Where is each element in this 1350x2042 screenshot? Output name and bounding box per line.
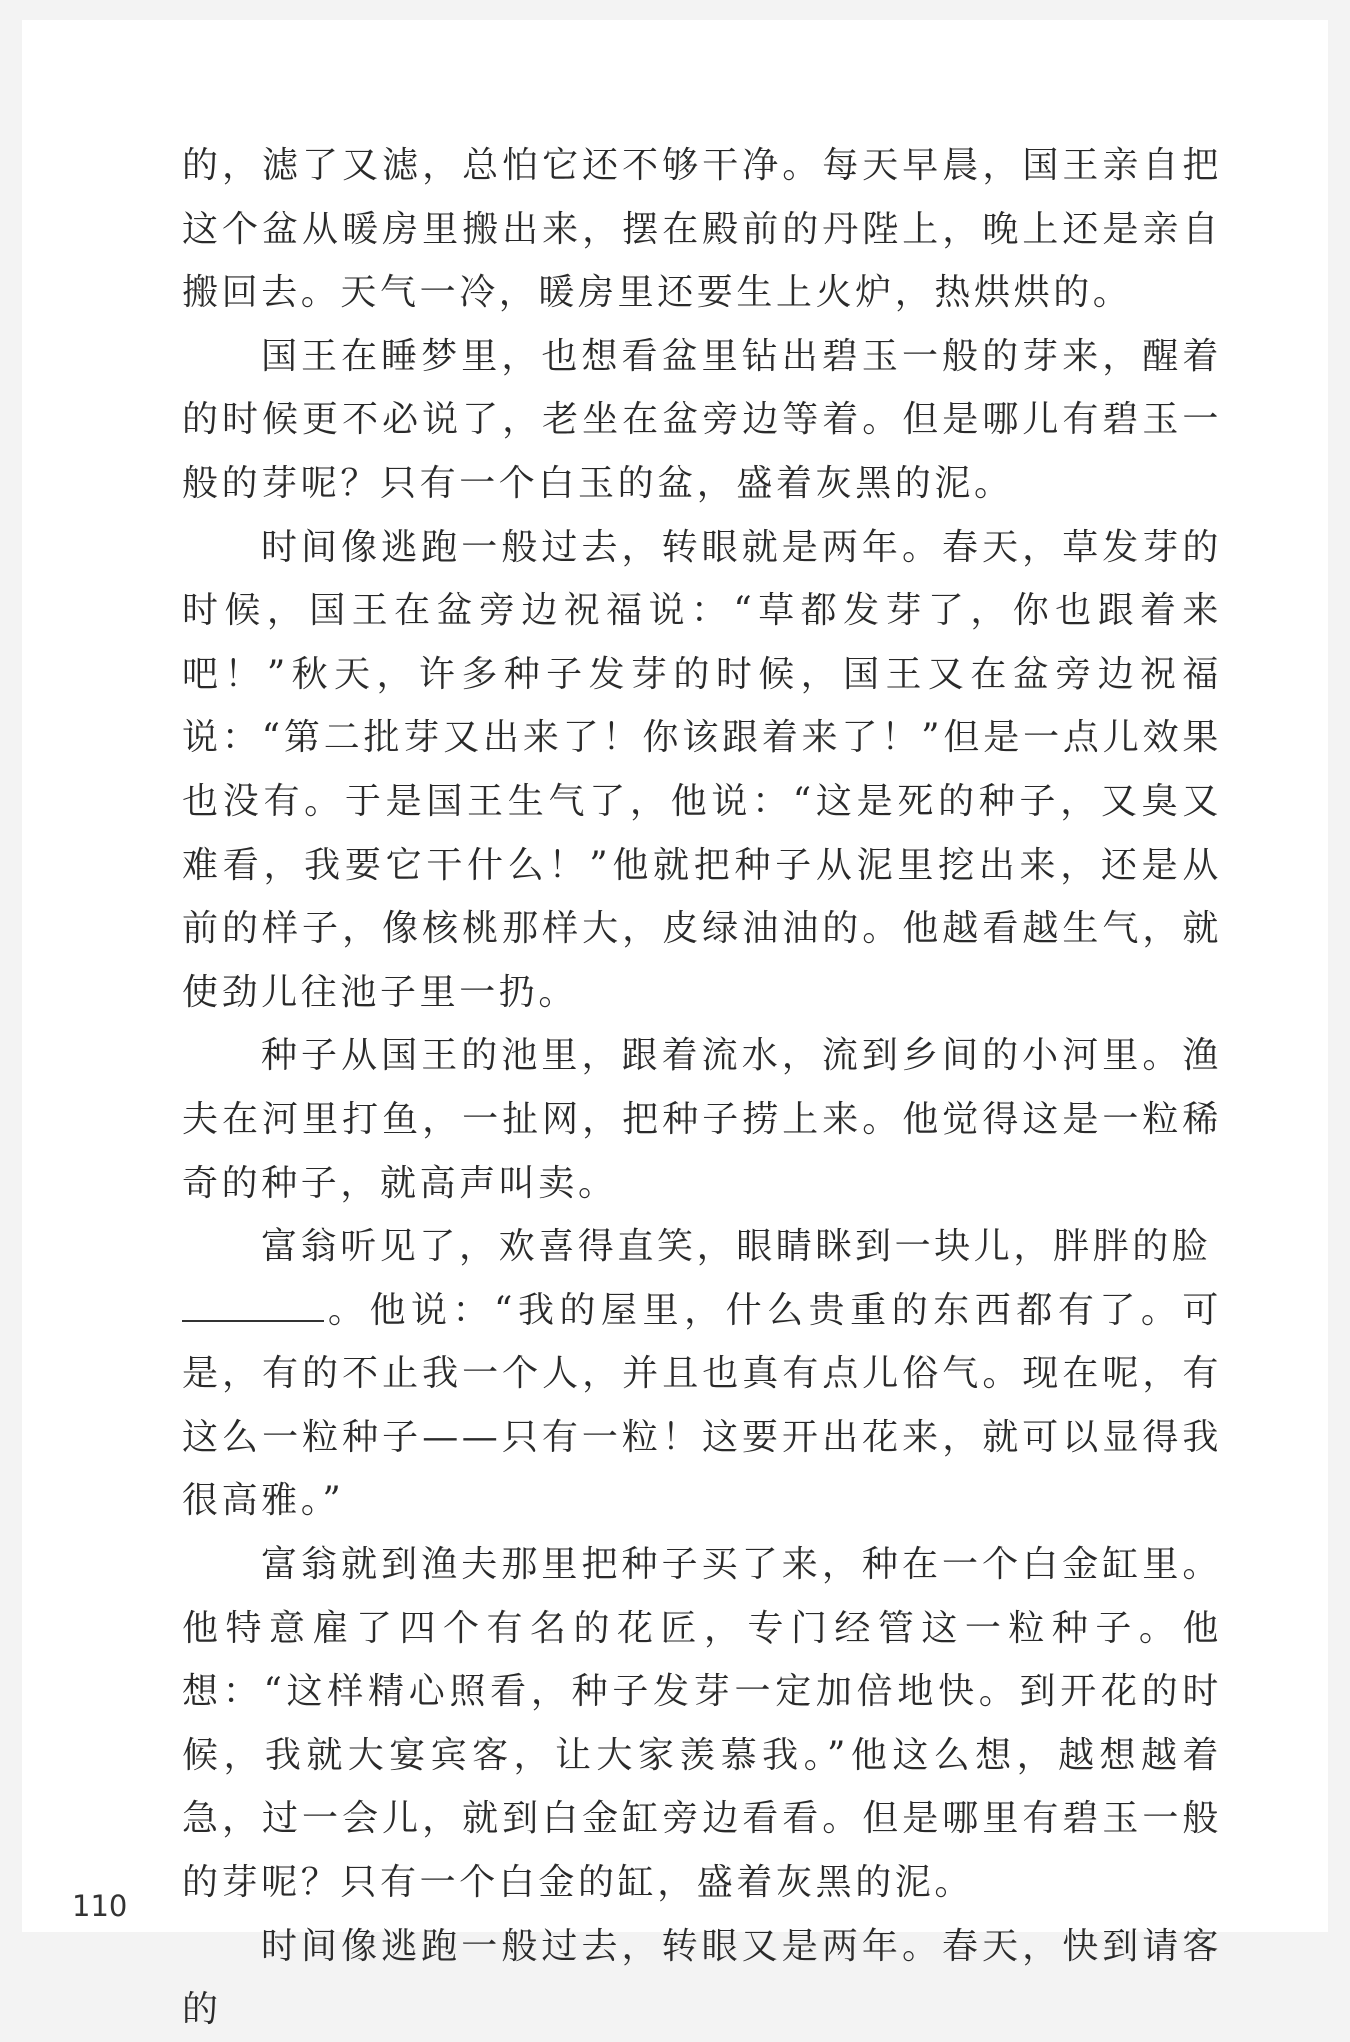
body-text xyxy=(182,134,1222,2042)
paragraph-6: 富翁就到渔夫那里把种子买了来，种在一个白金缸里。他特意雇了四个有名的花匠，专门经管这一粒种子。他想：“这样精心照看，种子发芽一定加倍地快。到开花的时候，我就大宴宾客，让大家羡慕我。”他这么想，越想越着急，过一会儿，就到白金缸旁边看看。但是哪里有碧玉一般的芽呢？只有一个白金的缸，盛着灰黑的泥。 xyxy=(182,1544,1222,1904)
paragraph-7: 时间像逃跑一般过去，转眼又是两年。春天，快到请客的 xyxy=(182,1925,1222,2031)
paragraph-5 xyxy=(182,1215,1222,1533)
paragraph-3: 时间像逃跑一般过去，转眼就是两年。春天，草发芽的时候，国王在盆旁边祝福说：“草都发芽了，你也跟着来吧！”秋天，许多种子发芽的时候，国王又在盆旁边祝福说：“第二批芽又出来了！你该跟着来了！”但是一点儿效果也没有。于是国王生气了，他说：“这是死的种子，又臭又难看，我要它干什么！”他就把种子从泥里挖出来，还是从前的样子，像核桃那样大，皮绿油油的。他越看越生气，就使劲儿往池子里一扔。 xyxy=(182,526,1222,1013)
paragraph-5-end: 。他说：“我的屋里，什么贵重的东西都有了。可是，有的不止我一个人，并且也真有点儿俗气。现在呢，有这么一粒种子——只有一粒！这要开出花来，就可以显得我很高雅。” xyxy=(182,1289,1222,1522)
page-number: 110 xyxy=(72,1889,128,1923)
paragraph-2: 国王在睡梦里，也想看盆里钻出碧玉一般的芽来，醒着的时候更不必说了，老坐在盆旁边等着。但是哪儿有碧玉一般的芽呢？只有一个白玉的盆，盛着灰黑的泥。 xyxy=(182,335,1222,504)
paragraph-4: 种子从国王的池里，跟着流水，流到乡间的小河里。渔夫在河里打鱼，一扯网，把种子捞上来。他觉得这是一粒稀奇的种子，就高声叫卖。 xyxy=(182,1035,1222,1204)
paragraph-1: 的，滤了又滤，总怕它还不够干净。每天早晨，国王亲自把这个盆从暖房里搬出来，摆在殿前的丹陛上，晚上还是亲自搬回去。天气一冷，暖房里还要生上火炉，热烘烘的。 xyxy=(182,145,1222,314)
paragraph-5-start: 富翁听见了，欢喜得直笑，眼睛眯到一块儿，胖胖的脸 xyxy=(261,1226,1212,1268)
fill-in-blank xyxy=(182,1290,324,1322)
